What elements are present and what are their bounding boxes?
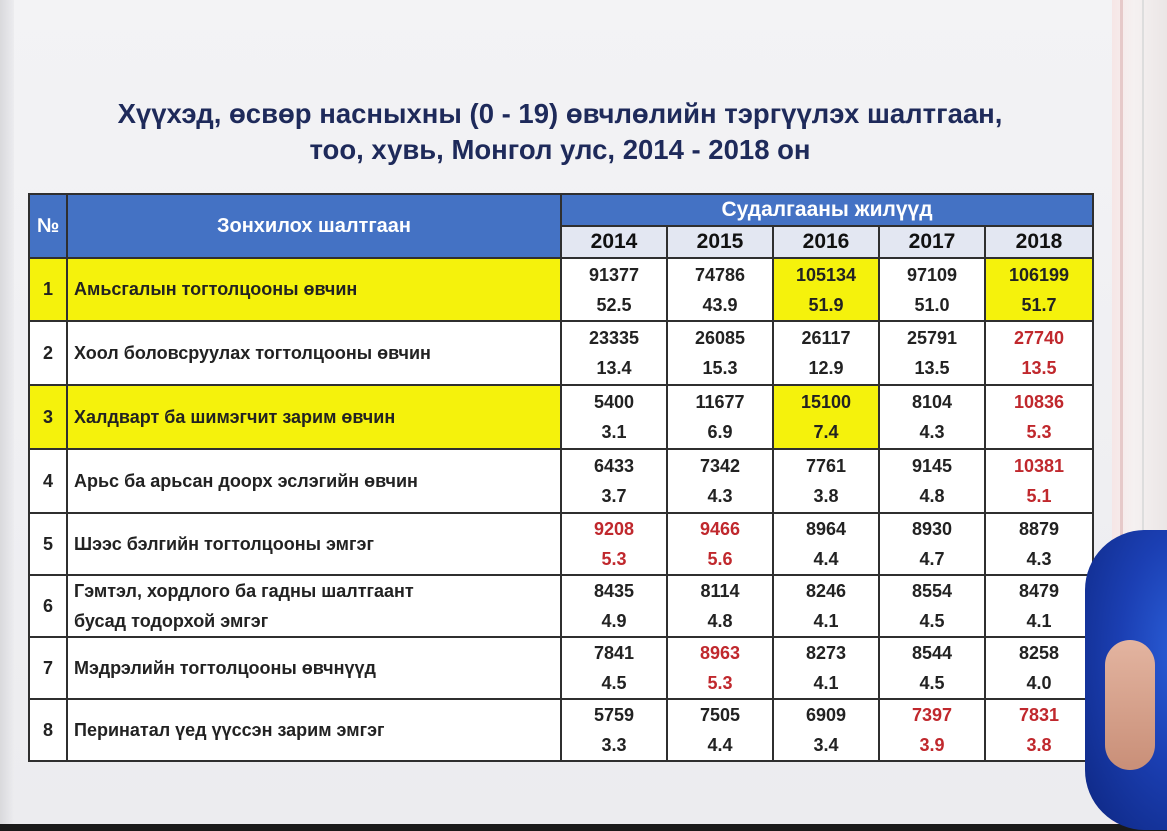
percent-value: 12.9 xyxy=(808,358,844,378)
percent-value: 5.3 xyxy=(707,673,733,693)
row-cause: Перинатал үед үүссэн зарим эмгэг xyxy=(67,699,561,761)
count-value: 8963 xyxy=(699,643,741,663)
header-number: № xyxy=(29,194,67,258)
row-value xyxy=(985,637,1093,699)
count-value: 9145 xyxy=(911,456,953,476)
row-cause-line2: бусад тодорхой эмгэг xyxy=(74,611,269,631)
count-value: 27740 xyxy=(1013,328,1065,348)
morbidity-table xyxy=(28,193,1094,762)
row-value xyxy=(773,699,879,761)
speaker-photo xyxy=(1085,530,1167,830)
row-value xyxy=(879,575,985,637)
row-cause: Мэдрэлийн тогтолцооны өвчнүүд xyxy=(67,637,561,699)
row-number: 1 xyxy=(29,258,67,321)
row-value xyxy=(667,321,773,385)
row-cause: Хоол боловсруулах тогтолцооны өвчин xyxy=(67,321,561,385)
header-survey-years: Судалгааны жилүүд xyxy=(561,194,1093,226)
table-row xyxy=(29,385,1093,449)
row-cause: Арьс ба арьсан доорх эслэгийн өвчин xyxy=(67,449,561,513)
count-value: 8544 xyxy=(911,643,953,663)
count-value: 8964 xyxy=(805,519,847,539)
table-row xyxy=(29,258,1093,321)
count-value: 10381 xyxy=(1013,456,1065,476)
count-value: 15100 xyxy=(800,392,852,412)
header-year: 2017 xyxy=(879,226,985,258)
row-value xyxy=(773,513,879,575)
row-value xyxy=(773,575,879,637)
row-value xyxy=(667,385,773,449)
row-value xyxy=(667,699,773,761)
row-number: 4 xyxy=(29,449,67,513)
percent-value: 3.8 xyxy=(1026,735,1052,755)
header-year: 2014 xyxy=(561,226,667,258)
count-value: 23335 xyxy=(588,328,640,348)
row-value xyxy=(879,321,985,385)
header-year: 2016 xyxy=(773,226,879,258)
row-value xyxy=(879,449,985,513)
percent-value: 4.9 xyxy=(601,611,627,631)
row-value xyxy=(773,385,879,449)
row-value xyxy=(879,385,985,449)
percent-value: 4.1 xyxy=(813,611,839,631)
row-value xyxy=(879,513,985,575)
percent-value: 5.1 xyxy=(1026,486,1052,506)
row-value xyxy=(561,449,667,513)
count-value: 5400 xyxy=(593,392,635,412)
table-row xyxy=(29,699,1093,761)
count-value: 7831 xyxy=(1018,705,1060,725)
count-value: 7505 xyxy=(699,705,741,725)
row-value xyxy=(879,258,985,321)
row-value xyxy=(773,449,879,513)
row-value xyxy=(879,637,985,699)
row-value xyxy=(561,699,667,761)
row-value xyxy=(985,385,1093,449)
percent-value: 3.3 xyxy=(601,735,627,755)
count-value: 8554 xyxy=(911,581,953,601)
percent-value: 51.7 xyxy=(1021,294,1057,315)
header-cause: Зонхилох шалтгаан xyxy=(67,194,561,258)
row-cause: Халдварт ба шимэгчит зарим өвчин xyxy=(67,385,561,449)
percent-value: 5.3 xyxy=(601,549,627,569)
count-value: 7761 xyxy=(805,456,847,476)
row-value xyxy=(667,575,773,637)
table-row xyxy=(29,637,1093,699)
table-row xyxy=(29,321,1093,385)
count-value: 9208 xyxy=(593,519,635,539)
count-value: 8930 xyxy=(911,519,953,539)
count-value: 8104 xyxy=(911,392,953,412)
percent-value: 3.4 xyxy=(813,735,839,755)
percent-value: 4.3 xyxy=(1026,549,1052,569)
row-cause: Амьсгалын тогтолцооны өвчин xyxy=(67,258,561,321)
percent-value: 52.5 xyxy=(596,294,632,315)
row-value xyxy=(561,637,667,699)
row-number: 2 xyxy=(29,321,67,385)
header-year: 2015 xyxy=(667,226,773,258)
percent-value: 4.1 xyxy=(1026,611,1052,631)
percent-value: 15.3 xyxy=(702,358,738,378)
row-value xyxy=(985,575,1093,637)
percent-value: 4.3 xyxy=(707,486,733,506)
row-cause xyxy=(67,575,561,637)
percent-value: 13.5 xyxy=(1021,358,1057,378)
count-value: 10836 xyxy=(1013,392,1065,412)
percent-value: 5.3 xyxy=(1026,422,1052,442)
slide-edge xyxy=(0,0,14,824)
row-value xyxy=(985,258,1093,321)
row-value xyxy=(667,513,773,575)
count-value: 5759 xyxy=(593,705,635,725)
count-value: 8273 xyxy=(805,643,847,663)
row-value xyxy=(667,449,773,513)
percent-value: 13.5 xyxy=(914,358,950,378)
count-value: 9466 xyxy=(699,519,741,539)
row-cause-line1: Гэмтэл, хордлого ба гадны шалтгаант xyxy=(74,581,414,601)
percent-value: 4.0 xyxy=(1026,673,1052,693)
row-value xyxy=(667,637,773,699)
percent-value: 4.8 xyxy=(707,611,733,631)
count-value: 8246 xyxy=(805,581,847,601)
row-value xyxy=(561,385,667,449)
row-value xyxy=(773,321,879,385)
count-value: 7841 xyxy=(593,643,635,663)
row-value xyxy=(561,321,667,385)
percent-value: 3.1 xyxy=(601,422,627,442)
header-year: 2018 xyxy=(985,226,1093,258)
row-value xyxy=(879,699,985,761)
row-number: 5 xyxy=(29,513,67,575)
count-value: 91377 xyxy=(588,264,640,285)
table-row xyxy=(29,449,1093,513)
row-number: 3 xyxy=(29,385,67,449)
row-value xyxy=(985,449,1093,513)
count-value: 8114 xyxy=(700,581,740,601)
row-number: 7 xyxy=(29,637,67,699)
row-value xyxy=(985,513,1093,575)
percent-value: 4.5 xyxy=(919,611,945,631)
percent-value: 13.4 xyxy=(596,358,632,378)
percent-value: 4.7 xyxy=(919,549,945,569)
percent-value: 51.0 xyxy=(914,294,950,315)
percent-value: 5.6 xyxy=(707,549,733,569)
row-cause: Шээс бэлгийн тогтолцооны эмгэг xyxy=(67,513,561,575)
count-value: 7342 xyxy=(699,456,741,476)
row-value xyxy=(561,513,667,575)
percent-value: 7.4 xyxy=(813,422,839,442)
row-value xyxy=(773,258,879,321)
count-value: 8879 xyxy=(1018,519,1060,539)
count-value: 97109 xyxy=(906,264,958,285)
row-number: 8 xyxy=(29,699,67,761)
percent-value: 4.4 xyxy=(813,549,839,569)
row-number: 6 xyxy=(29,575,67,637)
percent-value: 4.3 xyxy=(919,422,945,442)
percent-value: 3.8 xyxy=(813,486,839,506)
row-value xyxy=(561,575,667,637)
count-value: 7397 xyxy=(911,705,953,725)
row-value xyxy=(985,699,1093,761)
slide-title-line1: Хүүхэд, өсвөр насныхны (0 - 19) өвчлөлийн тэргүүлэх шалтгаан, xyxy=(117,98,1003,129)
percent-value: 43.9 xyxy=(702,294,738,315)
count-value: 105134 xyxy=(795,264,857,285)
percent-value: 4.8 xyxy=(919,486,945,506)
percent-value: 4.1 xyxy=(813,673,839,693)
count-value: 8479 xyxy=(1018,581,1060,601)
percent-value: 4.5 xyxy=(601,673,627,693)
percent-value: 4.5 xyxy=(919,673,945,693)
count-value: 106199 xyxy=(1008,264,1070,285)
table-row xyxy=(29,513,1093,575)
percent-value: 51.9 xyxy=(808,294,844,315)
percent-value: 3.9 xyxy=(919,735,945,755)
count-value: 8258 xyxy=(1018,643,1060,663)
count-value: 26085 xyxy=(694,328,746,348)
percent-value: 6.9 xyxy=(707,422,733,442)
row-value xyxy=(773,637,879,699)
count-value: 25791 xyxy=(906,328,958,348)
count-value: 8435 xyxy=(593,581,635,601)
row-value xyxy=(985,321,1093,385)
count-value: 11677 xyxy=(695,392,745,412)
count-value: 26117 xyxy=(801,328,851,348)
count-value: 74786 xyxy=(694,264,746,285)
count-value: 6433 xyxy=(593,456,635,476)
count-value: 6909 xyxy=(805,705,847,725)
table-row xyxy=(29,575,1093,637)
percent-value: 4.4 xyxy=(707,735,733,755)
percent-value: 3.7 xyxy=(601,486,627,506)
slide-title-line2: тоо, хувь, Монгол улс, 2014 - 2018 он xyxy=(309,134,811,165)
row-value xyxy=(561,258,667,321)
row-value xyxy=(667,258,773,321)
